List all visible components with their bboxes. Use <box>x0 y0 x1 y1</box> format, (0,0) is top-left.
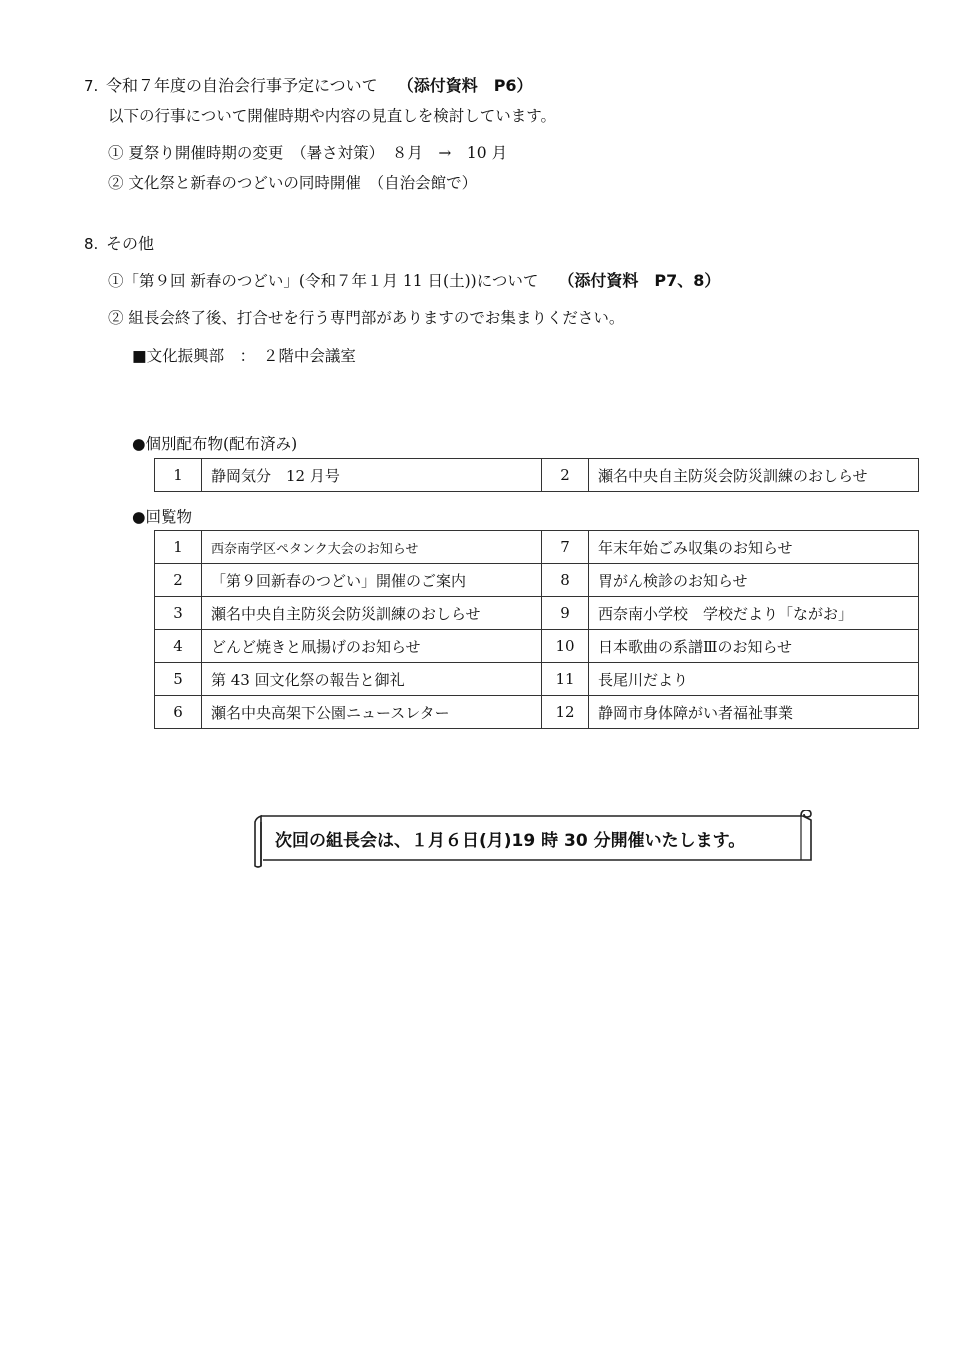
row-title: 年末年始ごみ収集のお知らせ <box>589 531 919 564</box>
table-row <box>155 663 919 696</box>
row-number: 2 <box>542 459 589 492</box>
circulated-heading: ●回覧物 <box>132 508 193 526</box>
row-title: 西奈南学区ペタンク大会のお知らせ <box>202 531 542 564</box>
section8-number: 8. <box>84 235 99 253</box>
next-meeting-text: 次回の組長会は、１月６日(月)19 時 30 分開催いたします。 <box>275 831 746 851</box>
section8-item-1 <box>108 268 720 291</box>
row-number: 6 <box>155 696 202 729</box>
row-title: 瀬名中央高架下公園ニュースレター <box>202 696 542 729</box>
row-title: 胃がん検診のお知らせ <box>589 564 919 597</box>
section8-item-2: ② 組長会終了後、打合せを行う専門部がありますのでお集まりください。 <box>108 309 625 327</box>
section7-title: 令和７年度の自治会行事予定について <box>106 76 378 95</box>
section8-dept: ■文化振興部 ： ２階中会議室 <box>132 347 356 365</box>
section7-number: 7. <box>84 77 99 95</box>
row-title: 西奈南小学校 学校だより「ながお」 <box>589 597 919 630</box>
row-number: 1 <box>155 531 202 564</box>
row-title: 第 43 回文化祭の報告と御礼 <box>202 663 542 696</box>
table-row <box>155 696 919 729</box>
section7-item-2: ② 文化祭と新春のつどいの同時開催 （自治会館で） <box>108 174 478 192</box>
row-title: どんど焼きと凧揚げのお知らせ <box>202 630 542 663</box>
row-number: 11 <box>542 663 589 696</box>
distributed-heading: ●個別配布物(配布済み) <box>132 435 298 453</box>
row-number: 1 <box>155 459 202 492</box>
row-title: 日本歌曲の系譜Ⅲのお知らせ <box>589 630 919 663</box>
section8-heading <box>84 231 154 254</box>
section8-item-1-text: ①「第９回 新春のつどい」(令和７年１月 11 日(土))について <box>108 272 539 290</box>
row-number: 4 <box>155 630 202 663</box>
row-number: 7 <box>542 531 589 564</box>
row-number: 2 <box>155 564 202 597</box>
next-meeting-banner <box>253 810 813 868</box>
circulated-table <box>154 530 919 729</box>
row-number: 12 <box>542 696 589 729</box>
row-title: 静岡市身体障がい者福祉事業 <box>589 696 919 729</box>
section8-item-1-attachment: （添付資料 P7、8） <box>558 271 721 290</box>
row-number: 3 <box>155 597 202 630</box>
row-number: 10 <box>542 630 589 663</box>
table-row <box>155 531 919 564</box>
table-row <box>155 597 919 630</box>
row-number: 9 <box>542 597 589 630</box>
row-title: 静岡気分 12 月号 <box>202 459 542 492</box>
section7-item-1: ① 夏祭り開催時期の変更 （暑さ対策） ８月 → 10 月 <box>108 144 508 162</box>
row-number: 8 <box>542 564 589 597</box>
row-title: 長尾川だより <box>589 663 919 696</box>
row-title: 瀬名中央自主防災会防災訓練のおしらせ <box>589 459 919 492</box>
section7-intro: 以下の行事について開催時期や内容の見直しを検討しています。 <box>108 107 556 125</box>
table-row <box>155 459 919 492</box>
section8-title: その他 <box>106 234 155 253</box>
section7-heading <box>84 73 533 96</box>
row-title: 瀬名中央自主防災会防災訓練のおしらせ <box>202 597 542 630</box>
table-row <box>155 630 919 663</box>
distributed-table <box>154 458 919 492</box>
row-title: 「第９回新春のつどい」開催のご案内 <box>202 564 542 597</box>
section7-attachment: （添付資料 P6） <box>397 76 533 95</box>
row-number: 5 <box>155 663 202 696</box>
table-row <box>155 564 919 597</box>
